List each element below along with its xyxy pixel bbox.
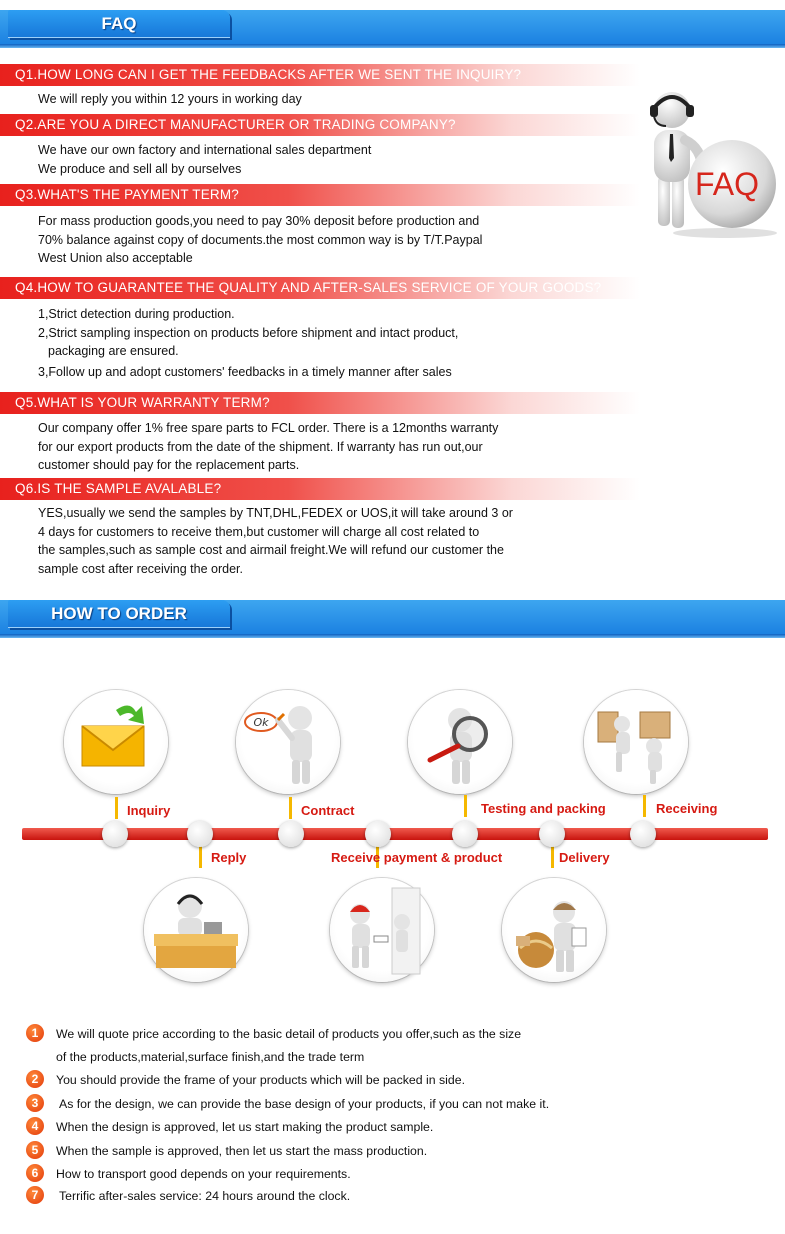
answer-3 (38, 212, 482, 268)
number-badge: 2 (26, 1070, 44, 1088)
step-label-payment: Receive payment & product (331, 850, 503, 865)
list-text: As for the design, we can provide the base design of your products, if you can not make it. (59, 1097, 550, 1111)
number-badge: 6 (26, 1164, 44, 1182)
step-image-testing (408, 690, 512, 794)
timeline-node (187, 821, 213, 847)
answer-line: for our export products from the date of the shipment. If warranty has run out,our (38, 439, 483, 454)
answer-line: 70% balance against copy of documents.the most common way is by T/T.Paypal (38, 232, 483, 247)
ok-label: Ok (253, 716, 269, 729)
order-title: HOW TO ORDER (51, 604, 187, 623)
list-text: We will quote price according to the basic detail of products you offer,such as the size (56, 1027, 522, 1041)
answer-line: We produce and sell all by ourselves (38, 161, 242, 176)
question-2: Q2.ARE YOU A DIRECT MANUFACTURER OR TRADING COMPANY? (15, 117, 456, 132)
list-text: Terrific after-sales service: 24 hours around the clock. (59, 1189, 351, 1203)
question-bar-2 (0, 114, 640, 136)
list-text: You should provide the frame of your products which will be packed in side. (56, 1073, 465, 1087)
question-3: Q3.WHAT'S THE PAYMENT TERM? (15, 187, 240, 202)
question-bar-4 (0, 277, 640, 299)
answer-line: YES,usually we send the samples by TNT,DHL,FEDEX or UOS,it will take around 3 or (38, 506, 513, 520)
answer-line: We will reply you within 12 yours in working day (38, 92, 302, 106)
timeline-node (278, 821, 304, 847)
answer-line: 4 days for customers to receive them,but customer will charge all cost related to (38, 524, 480, 539)
number-badge: 5 (26, 1141, 44, 1159)
step-label-receiving: Receiving (656, 801, 718, 816)
order-header-shadow (0, 634, 785, 638)
timeline-node (365, 821, 391, 847)
answer-line: sample cost after receiving the order. (38, 561, 243, 576)
answer-6 (38, 504, 513, 578)
question-4: Q4.HOW TO GUARANTEE THE QUALITY AND AFTER-SALES SERVICE OF YOUR GOODS? (15, 280, 602, 295)
number-badge: 1 (26, 1024, 44, 1042)
question-bar-3 (0, 184, 640, 206)
faq-header-shadow (0, 44, 785, 48)
number-badge: 3 (26, 1094, 44, 1112)
number-badge: 4 (26, 1117, 44, 1135)
step-label-testing: Testing and packing (481, 801, 606, 816)
answer-2 (38, 141, 371, 178)
list-text: When the sample is approved, then let us start the mass production. (56, 1144, 428, 1158)
list-text: of the products,material,surface finish,and the trade term (56, 1050, 365, 1064)
list-text: How to transport good depends on your requirements. (56, 1167, 351, 1181)
answer-line: For mass production goods,you need to pay 30% deposit before production and (38, 214, 480, 228)
answer-1 (38, 90, 302, 109)
order-header-tab (8, 600, 230, 628)
answer-line: the samples,such as sample cost and airmail freight.We will refund our customer the (38, 543, 504, 557)
answer-4 (38, 305, 458, 381)
list-text: When the design is approved, let us start making the product sample. (56, 1120, 434, 1134)
step-image-delivery (502, 878, 606, 982)
timeline-node (630, 821, 656, 847)
answer-line: Our company offer 1% free spare parts to FCL order. There is a 12months warranty (38, 421, 499, 435)
tick-receiving (643, 795, 646, 817)
faq-header-tab (8, 10, 230, 38)
question-5: Q5.WHAT IS YOUR WARRANTY TERM? (15, 395, 270, 410)
answer-line: 1,Strict detection during production. (38, 307, 235, 321)
tick-inquiry (115, 797, 118, 819)
faq-title: FAQ (101, 14, 137, 33)
question-bar-6 (0, 478, 640, 500)
question-1: Q1.HOW LONG CAN I GET THE FEEDBACKS AFTER WE SENT THE INQUIRY? (15, 67, 522, 82)
timeline-node (452, 821, 478, 847)
answer-5 (38, 419, 498, 475)
tick-delivery (551, 846, 554, 868)
tick-contract (289, 797, 292, 819)
faq-person-figure (640, 88, 780, 238)
step-label-contract: Contract (301, 803, 355, 818)
timeline-node (539, 821, 565, 847)
step-image-receiving (584, 690, 688, 794)
tick-testing (464, 795, 467, 817)
step-image-payment (330, 878, 434, 982)
answer-line: 2,Strict sampling inspection on products before shipment and intact product, (38, 325, 459, 340)
step-image-reply (144, 878, 248, 982)
step-image-inquiry (64, 690, 168, 794)
answer-line: West Union also acceptable (38, 251, 193, 265)
faq-figure-label: FAQ (695, 166, 760, 202)
question-6: Q6.IS THE SAMPLE AVALABLE? (15, 481, 222, 496)
question-bar-5 (0, 392, 640, 414)
timeline-rail (22, 828, 768, 840)
question-bar-1 (0, 64, 640, 86)
answer-line: We have our own factory and international sales department (38, 143, 372, 157)
tick-reply (199, 846, 202, 868)
step-label-inquiry: Inquiry (127, 803, 171, 818)
answer-line: 3,Follow up and adopt customers' feedbacks in a timely manner after sales (38, 364, 452, 379)
step-label-delivery: Delivery (559, 850, 610, 865)
answer-line: packaging are ensured. (48, 344, 179, 358)
step-image-contract (236, 690, 340, 794)
timeline-node (102, 821, 128, 847)
answer-line: customer should pay for the replacement parts. (38, 458, 300, 472)
number-badge: 7 (26, 1186, 44, 1204)
step-label-reply: Reply (211, 850, 247, 865)
